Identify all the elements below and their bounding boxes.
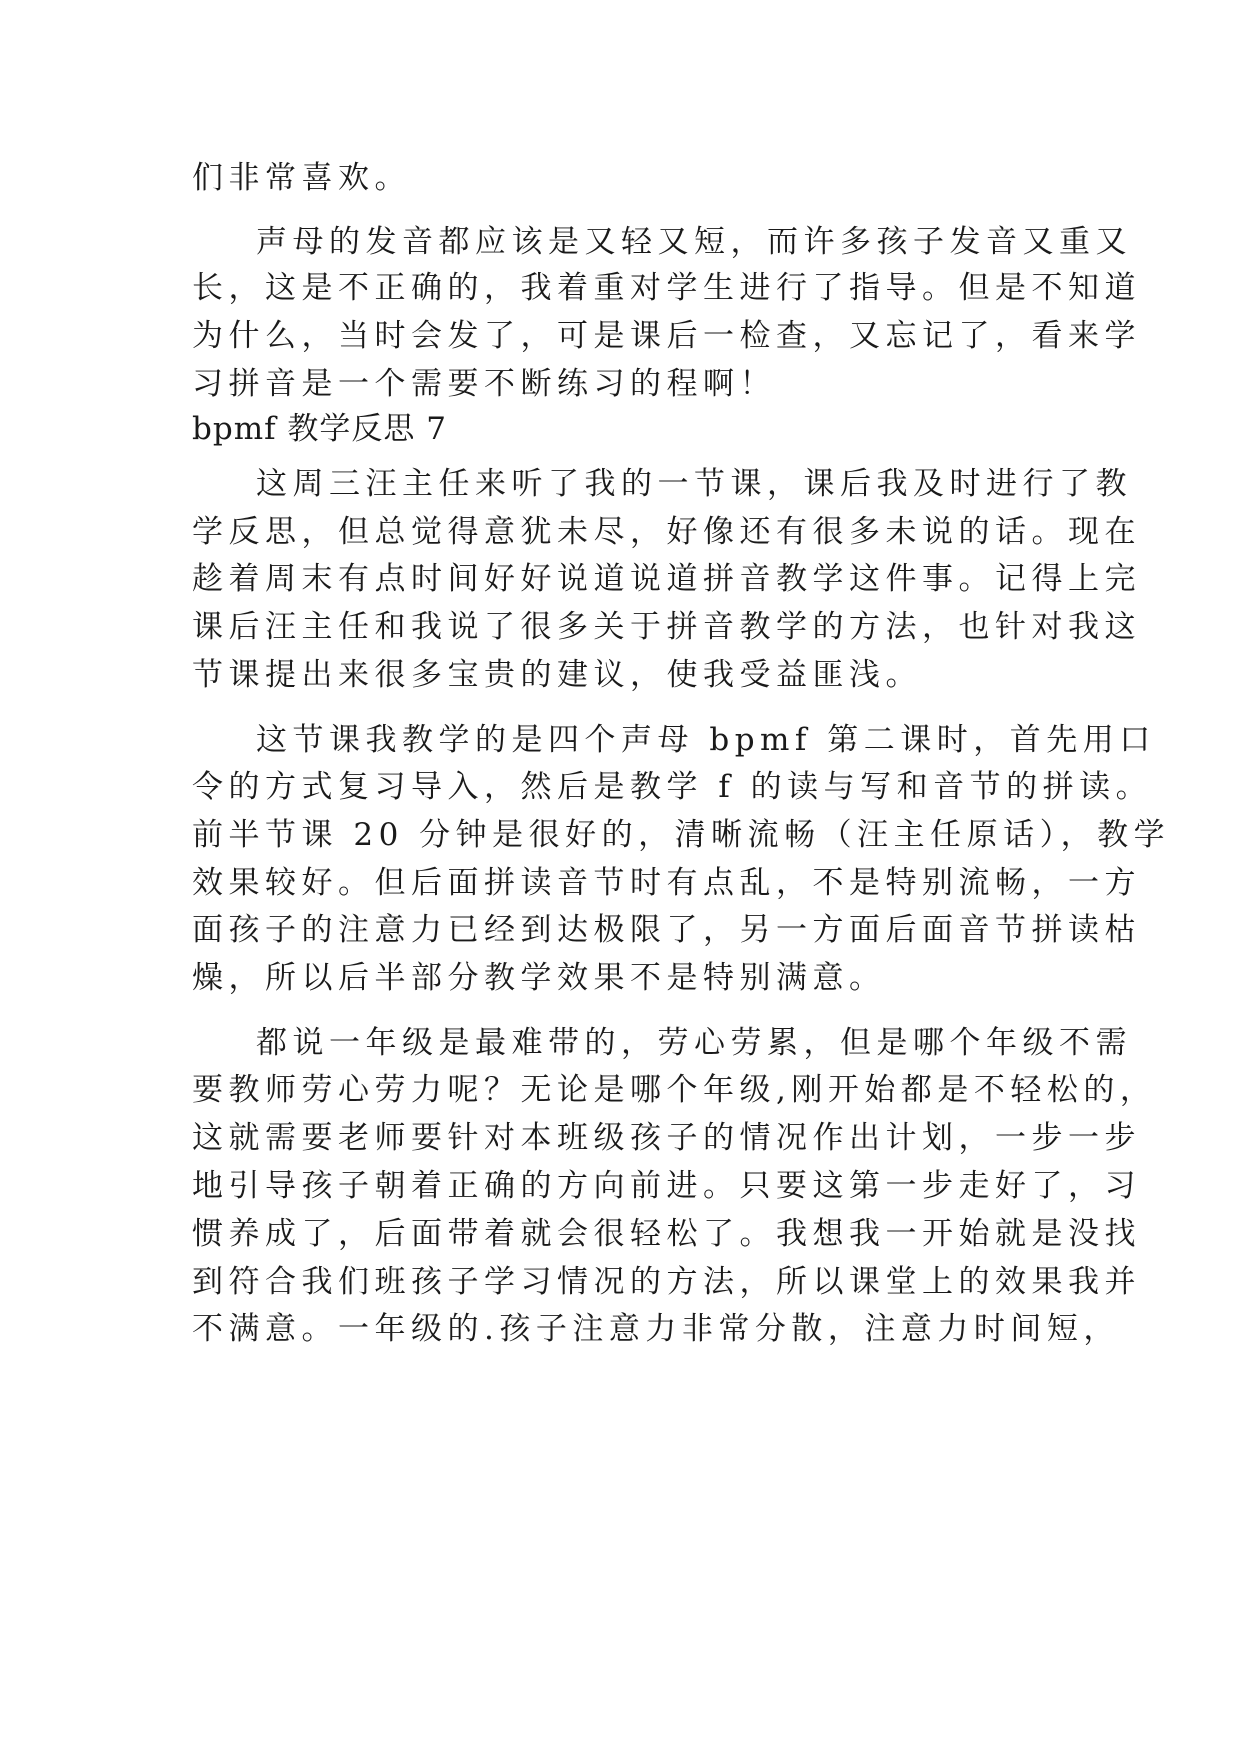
text-line: 长，这是不正确的，我着重对学生进行了指导。但是不知道 [192,270,1141,306]
section-heading: bpmf 教学反思 7 [192,411,447,447]
text-line: 趁着周末有点时间好好说道说道拼音教学这件事。记得上完 [192,561,1141,597]
text-line: 到符合我们班孩子学习情况的方法，所以课堂上的效果我并 [192,1264,1141,1300]
text-line: 要教师劳心劳力呢？无论是哪个年级,刚开始都是不轻松的， [192,1072,1157,1108]
paragraph-start: 声母的发音都应该是又轻又短，而许多孩子发音又重又 [256,224,1132,260]
text-line: 们非常喜欢。 [192,160,411,196]
text-line: 惯养成了，后面带着就会很轻松了。我想我一开始就是没找 [192,1216,1141,1252]
text-line: 这就需要老师要针对本班级孩子的情况作出计划，一步一步 [192,1120,1141,1156]
text-line: 节课提出来很多宝贵的建议，使我受益匪浅。 [192,657,922,693]
text-line: 燥，所以后半部分教学效果不是特别满意。 [192,960,886,996]
text-line: 前半节课 20 分钟是很好的，清晰流畅（汪主任原话），教学 [192,817,1171,853]
text-line: 学反思，但总觉得意犹未尽，好像还有很多未说的话。现在 [192,514,1141,550]
text-line: 为什么，当时会发了，可是课后一检查，又忘记了，看来学 [192,318,1141,354]
paragraph-start: 这节课我教学的是四个声母 bpmf 第二课时，首先用口 [256,722,1156,758]
text-line: 令的方式复习导入，然后是教学 f 的读与写和音节的拼读。 [192,769,1153,805]
paragraph-start: 都说一年级是最难带的，劳心劳累，但是哪个年级不需 [256,1025,1132,1061]
text-line: 不满意。一年级的.孩子注意力非常分散，注意力时间短， [192,1311,1120,1347]
text-line: 地引导孩子朝着正确的方向前进。只要这第一步走好了，习 [192,1168,1141,1204]
paragraph-start: 这周三汪主任来听了我的一节课，课后我及时进行了教 [256,466,1132,502]
text-line: 课后汪主任和我说了很多关于拼音教学的方法，也针对我这 [192,609,1141,645]
text-line: 习拼音是一个需要不断练习的程啊！ [192,366,776,402]
text-line: 效果较好。但后面拼读音节时有点乱，不是特别流畅，一方 [192,865,1141,901]
text-line: 面孩子的注意力已经到达极限了，另一方面后面音节拼读枯 [192,912,1141,948]
